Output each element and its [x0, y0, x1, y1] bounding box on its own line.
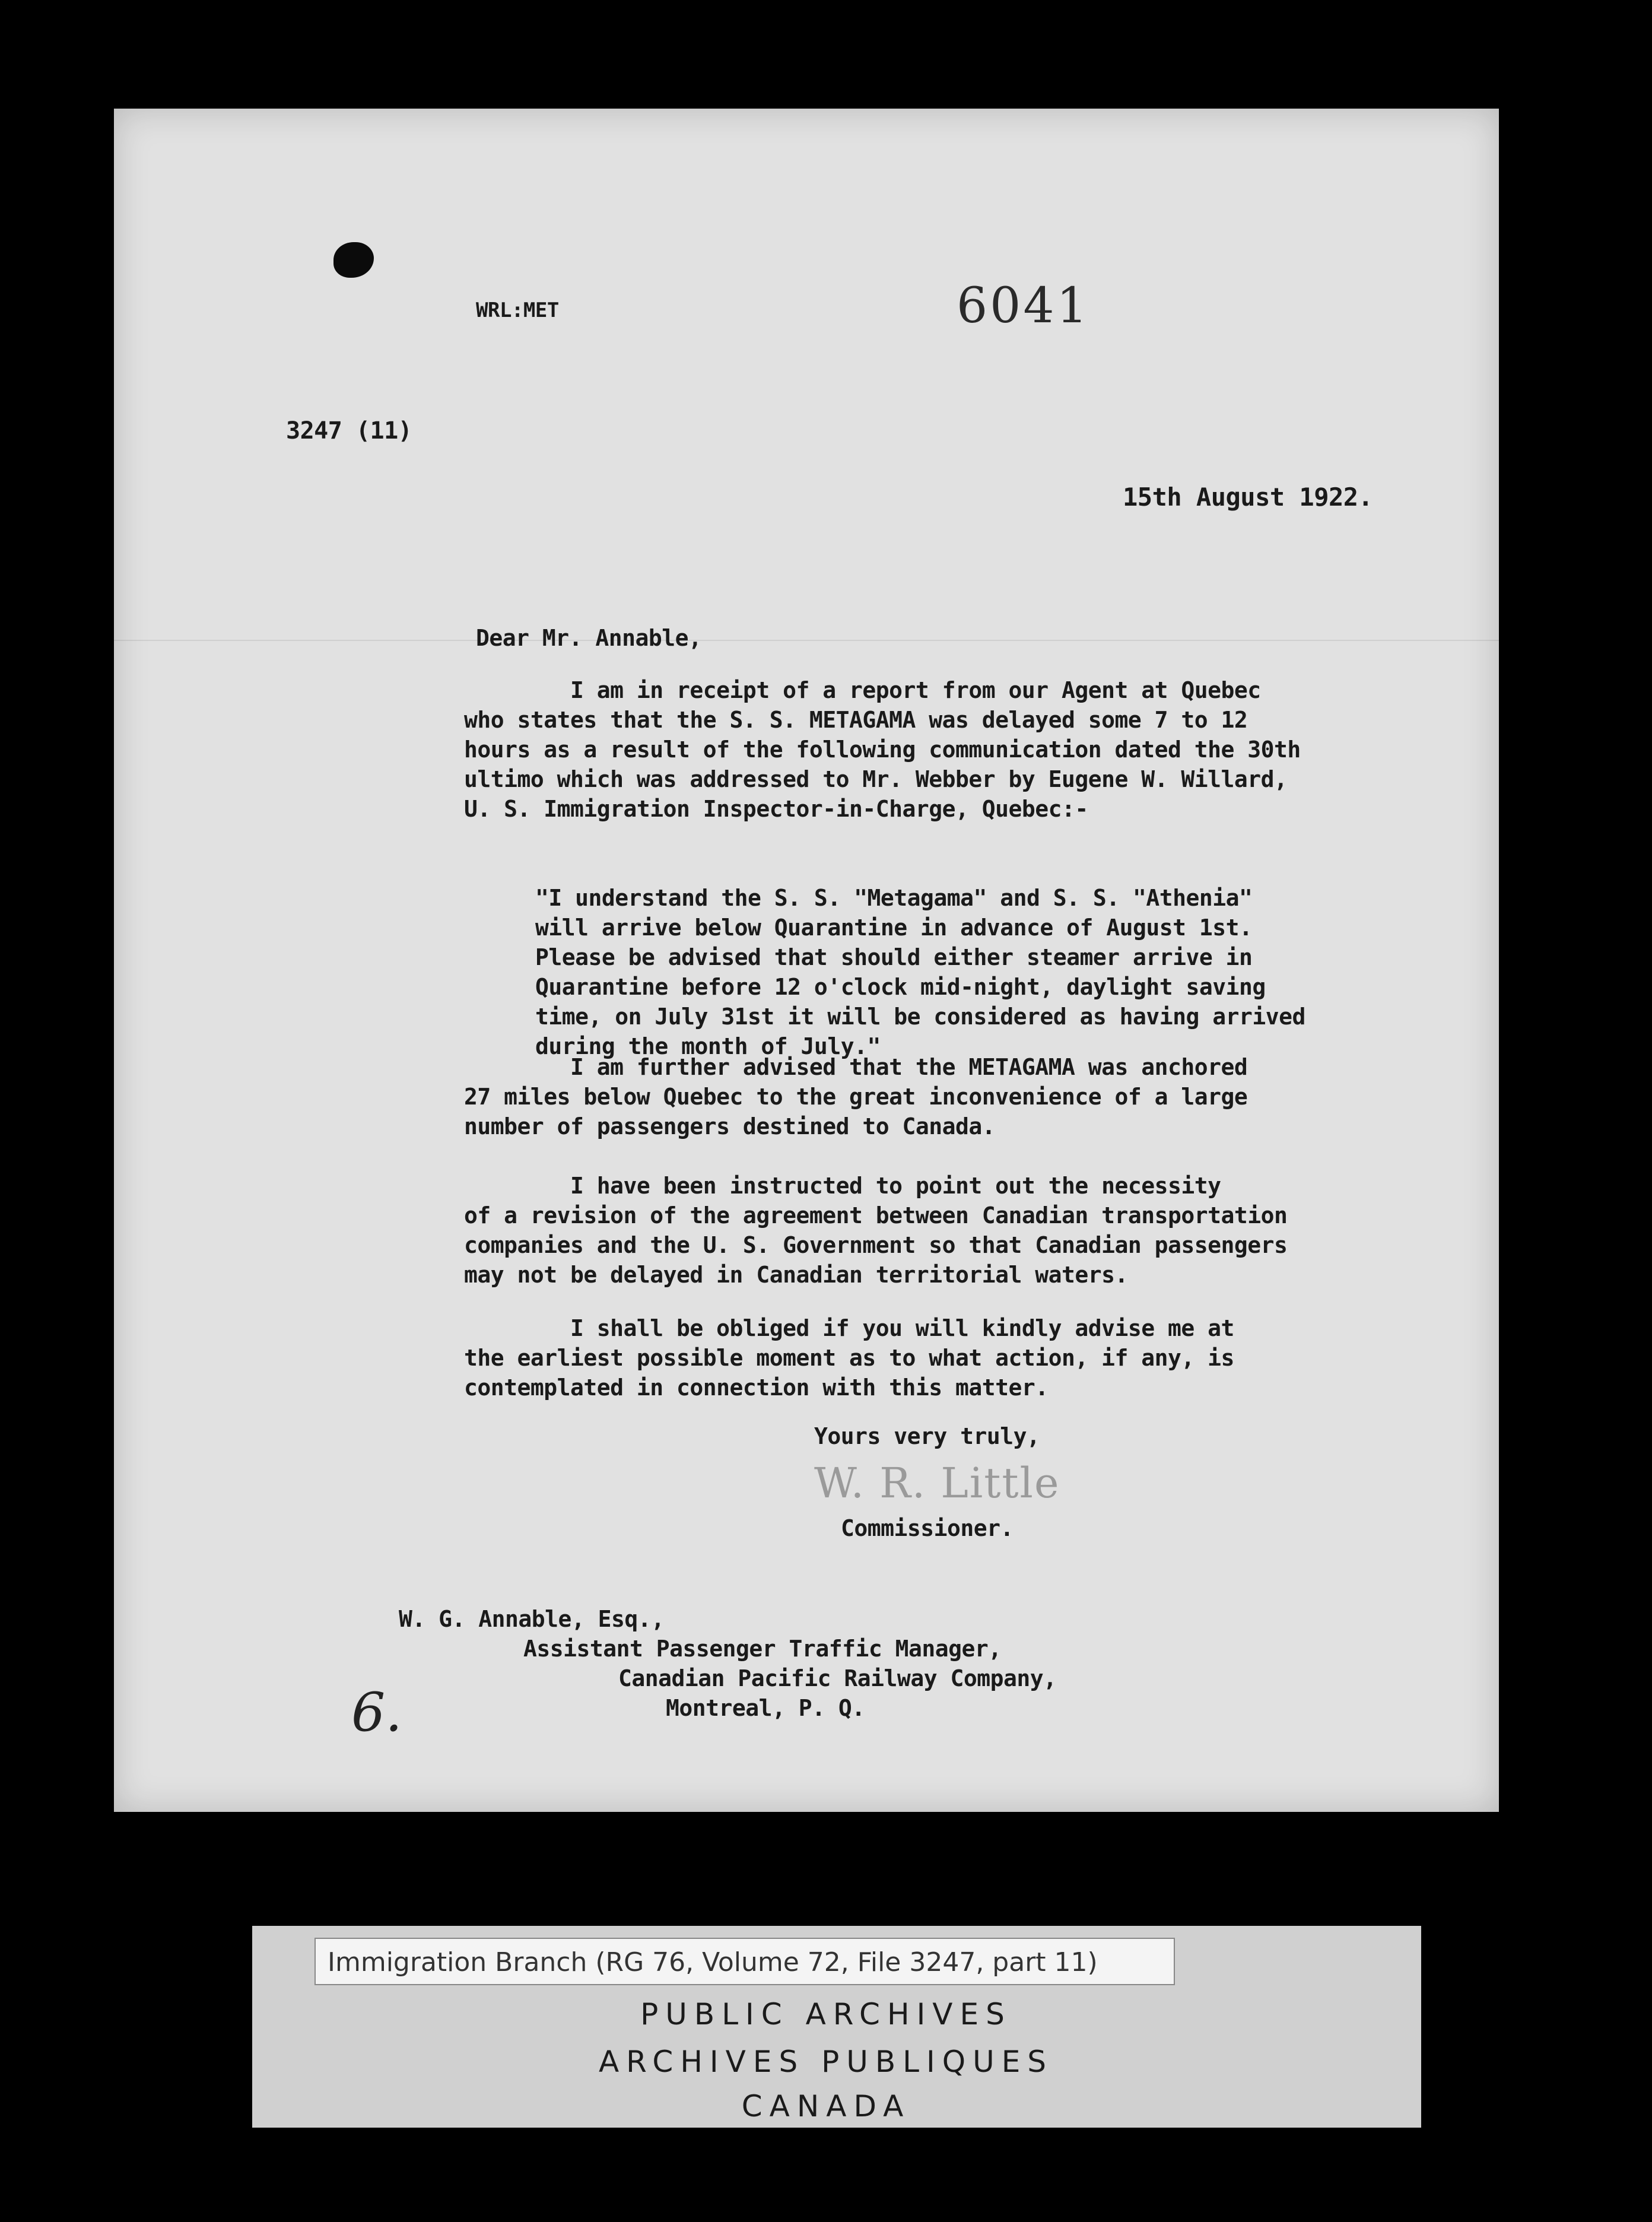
archive-title-fr: ARCHIVES PUBLIQUES	[598, 2045, 1054, 2079]
ink-blot	[333, 242, 374, 278]
signature-stamp: W. R. Little	[814, 1459, 1060, 1507]
address-line-4: Montreal, P. Q.	[666, 1695, 865, 1721]
letter-date: 15th August 1922.	[1123, 483, 1373, 512]
file-reference: 3247 (11)	[286, 417, 412, 445]
letter-sheet	[114, 109, 1499, 1812]
stamp-number: 6041	[957, 278, 1090, 334]
archive-country: CANADA	[741, 2089, 911, 2123]
paragraph-2: I am further advised that the METAGAMA was anchored 27 miles below Quebec to the great inconvenience of a large number of passengers destined to Canada.	[464, 1054, 1248, 1139]
closing: Yours very truly,	[814, 1423, 1040, 1449]
archive-title-en: PUBLIC ARCHIVES	[640, 1997, 1012, 2031]
paragraph-1: I am in receipt of a report from our Agent at Quebec who states that the S. S. METAGAMA was delayed some 7 to 12 hours as a result of the following communication dated the 30th ultimo which was addressed to Mr. Webber by Eugene W. Willard, U. S. Immigration Inspector-in-Charge, Quebec:-	[464, 677, 1301, 822]
address-line-3: Canadian Pacific Railway Company,	[618, 1665, 1057, 1691]
address-line-2: Assistant Passenger Traffic Manager,	[523, 1636, 1002, 1662]
quoted-communication: "I understand the S. S. "Metagama" and S. S. "Athenia" will arrive below Quarantine in advance of August 1st. Please be advised that should either steamer arrive in Quarantine before 12 o'clock mid-night, daylight saving time, on July 31st it will be considered as having arrived during the month of July."	[535, 885, 1305, 1059]
archive-reference-tag: Immigration Branch (RG 76, Volume 72, File 3247, part 11)	[314, 1938, 1175, 1985]
fold-line	[114, 640, 1499, 641]
typist-initials: WRL:MET	[476, 299, 559, 322]
paragraph-4: I shall be obliged if you will kindly advise me at the earliest possible moment as to what action, if any, is contemplated in connection with this matter.	[464, 1315, 1234, 1401]
handwritten-mark: 6.	[351, 1681, 402, 1744]
signer-title: Commissioner.	[841, 1515, 1014, 1541]
salutation: Dear Mr. Annable,	[476, 625, 702, 651]
paragraph-3: I have been instructed to point out the necessity of a revision of the agreement between Canadian transportation companies and the U. S. Government so that Canadian passengers may not be delayed in Canadian territorial waters.	[464, 1173, 1288, 1288]
address-line-1: W. G. Annable, Esq.,	[399, 1606, 665, 1632]
